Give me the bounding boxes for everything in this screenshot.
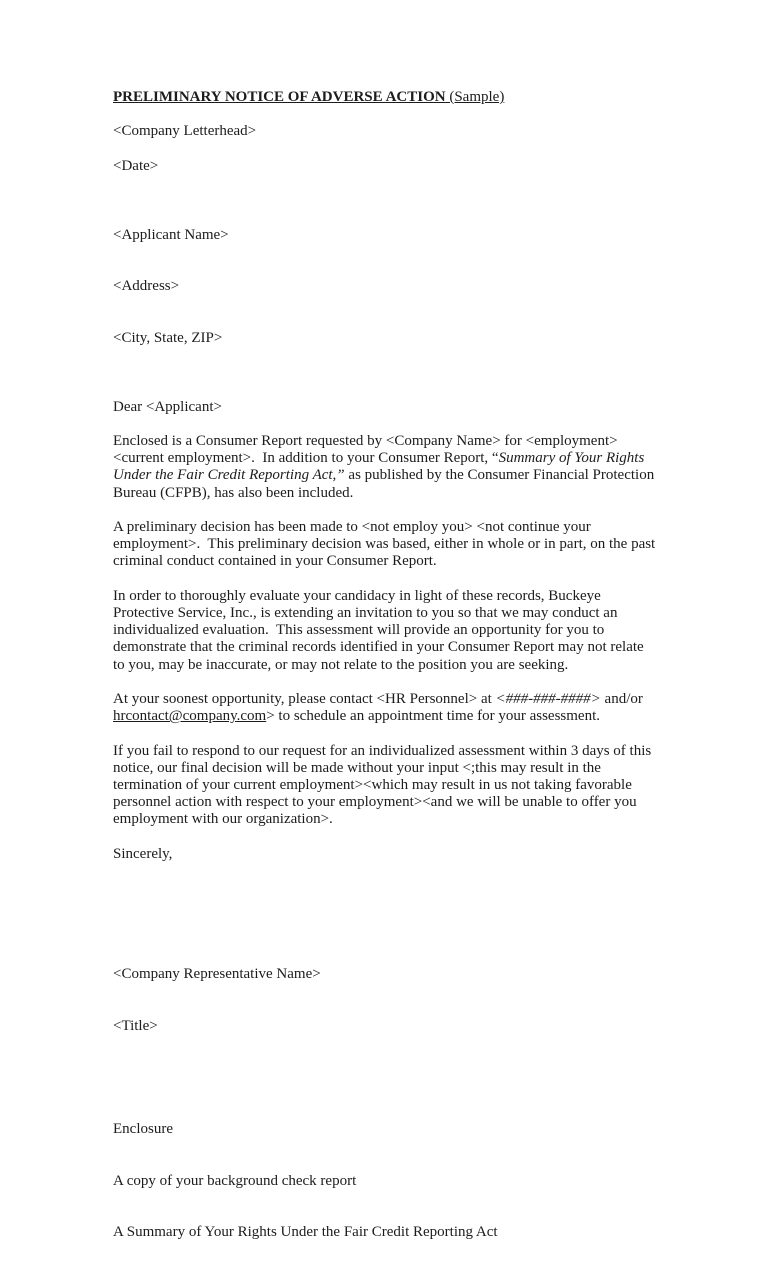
- paragraph-response-deadline: If you fail to respond to our request for an individualized assessment within 3 days of this notice, our final decision will be made without your input <;this may result in the termination of your current employment><which may result in us not taking favorable personnel action with respect to your employment><and we will be unable to offer you employment with our organization>.: [113, 742, 655, 828]
- paragraph-contact-text-3: > to schedule an appointment time for your assessment.: [266, 708, 601, 725]
- document-title-underline: [113, 89, 504, 105]
- closing-sincerely: Sincerely,: [113, 845, 173, 862]
- signature-block: [113, 932, 656, 1070]
- phone-number-placeholder: <###-###-####>: [495, 690, 601, 707]
- paragraph-enclosed-report: [113, 433, 656, 502]
- enclosure-item-background-check: A copy of your background check report: [113, 1172, 357, 1189]
- enclosure-label: Enclosure: [113, 1121, 173, 1137]
- paragraph-individualized-evaluation: In order to thoroughly evaluate your candidacy in light of these records, Buckeye Protective Service, Inc., is extending an invitation to you so that we may conduct an individualized evaluation. This assessment will provide an opportunity for you to demonstrate that the criminal records identified in your Consumer Report may not relate to you, may be inaccurate, or may not relate to the position you are seeking.: [113, 587, 648, 673]
- document-title: [113, 89, 656, 106]
- hr-contact-email-link[interactable]: hrcontact@company.com: [113, 708, 267, 725]
- paragraph-contact-instructions: [113, 691, 656, 725]
- fcra-summary-title-italic: Summary of Your Rights Under the Fair Credit Reporting Act,”: [113, 450, 649, 484]
- paragraph-preliminary-decision: A preliminary decision has been made to <not employ you> <not continue your employment>. This preliminary decision was based, either in whole or in part, on the past criminal conduct contained in your Consumer Report.: [113, 518, 659, 570]
- document-title-main: PRELIMINARY NOTICE OF ADVERSE ACTION: [113, 89, 446, 105]
- recipient-address-block: [113, 192, 656, 381]
- paragraph-contact-text-2: and/or: [600, 690, 647, 707]
- recipient-city-state-zip-placeholder: <City, State, ZIP>: [113, 329, 223, 346]
- enclosure-block: [113, 1087, 656, 1276]
- company-letterhead-placeholder: <Company Letterhead>: [113, 123, 257, 140]
- date-placeholder: <Date>: [113, 157, 159, 174]
- recipient-name-placeholder: <Applicant Name>: [113, 226, 229, 243]
- paragraph-enclosed-text-1: Enclosed is a Consumer Report requested by <Company Name> for <employment> <current employment>. In addition to your Consumer Report, “: [113, 432, 622, 467]
- signature-title-placeholder: <Title>: [113, 1017, 158, 1034]
- signature-name-placeholder: <Company Representative Name>: [113, 966, 321, 983]
- recipient-street-placeholder: <Address>: [113, 278, 180, 295]
- paragraph-contact-text-1: At your soonest opportunity, please contact <HR Personnel> at: [113, 690, 496, 707]
- enclosure-item-fcra-summary: A Summary of Your Rights Under the Fair Credit Reporting Act: [113, 1224, 498, 1241]
- document-title-sample-suffix: (Sample): [445, 89, 505, 105]
- salutation: Dear <Applicant>: [113, 398, 222, 415]
- paragraph-enclosed-text-2: as published by the Consumer Financial Protection Bureau (CFPB), has also been included.: [113, 467, 658, 501]
